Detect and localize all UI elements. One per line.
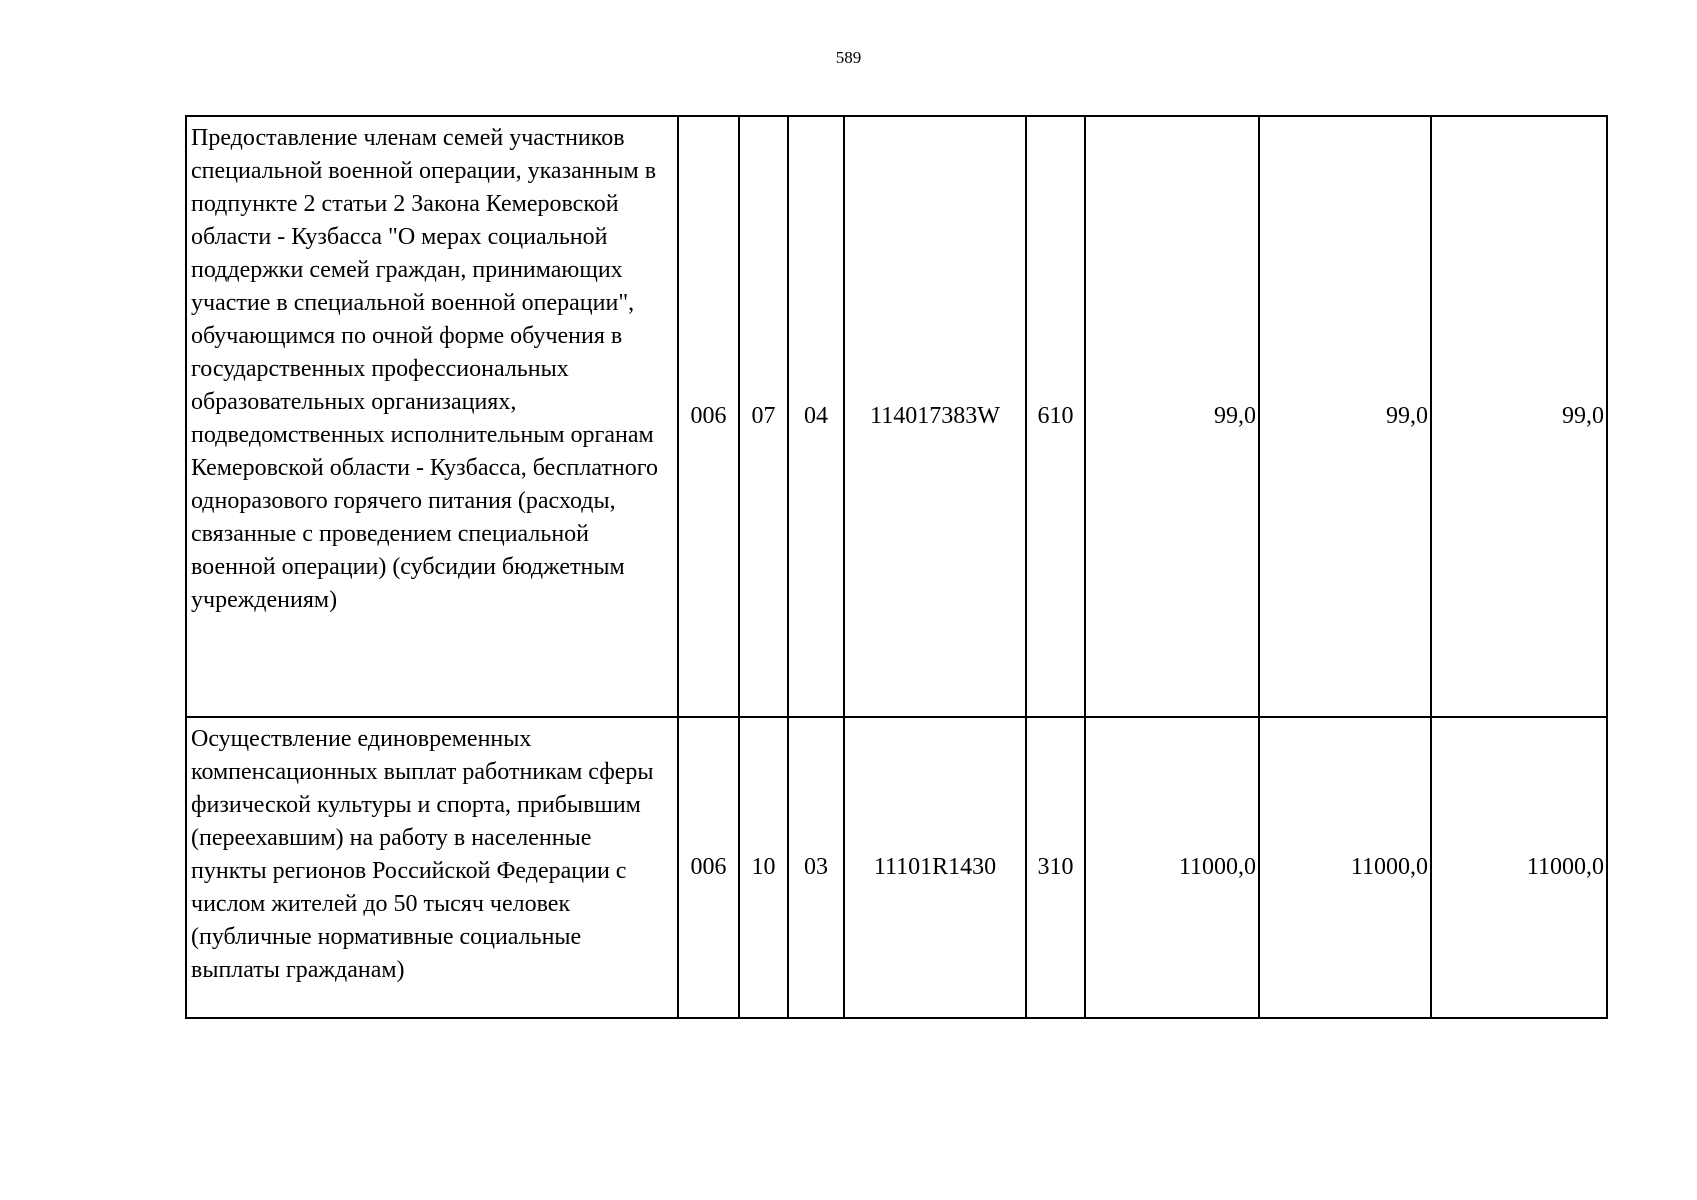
target-article-cell: 114017383W — [844, 116, 1026, 717]
page-number: 589 — [835, 48, 862, 67]
expense-name-cell: Предоставление членам семей участников специальной военной операции, указанным в подпункте 2 статьи 2 Закона Кемеровской области - Кузбасса "О мерах социальной поддержки семей граждан, принимающих участие в специальной военной операции", обучающимся по очной форме обучения в государственных профессиональных образовательных организациях, подведомственных исполнительным органам Кемеровской области - Кузбасса, бесплатного одноразового горячего питания (расходы, связанные с проведением специальной военной операции) (субсидии бюджетным учреждениям) — [186, 116, 678, 717]
expense-type-cell: 310 — [1026, 717, 1085, 1018]
subsection-code-cell: 04 — [788, 116, 844, 717]
table-row — [186, 116, 1607, 717]
amount-year-1-cell: 99,0 — [1085, 116, 1259, 717]
amount-year-3-cell: 11000,0 — [1431, 717, 1607, 1018]
table-row — [186, 717, 1607, 1018]
amount-year-3-cell: 99,0 — [1431, 116, 1607, 717]
budget-table — [185, 115, 1608, 1019]
section-code-cell: 10 — [739, 717, 788, 1018]
ministry-code-cell: 006 — [678, 116, 739, 717]
amount-year-1-cell: 11000,0 — [1085, 717, 1259, 1018]
amount-year-2-cell: 11000,0 — [1259, 717, 1431, 1018]
section-code-cell: 07 — [739, 116, 788, 717]
subsection-code-cell: 03 — [788, 717, 844, 1018]
ministry-code-cell: 006 — [678, 717, 739, 1018]
target-article-cell: 11101R1430 — [844, 717, 1026, 1018]
amount-year-2-cell: 99,0 — [1259, 116, 1431, 717]
expense-name-cell: Осуществление единовременных компенсационных выплат работникам сферы физической культуры и спорта, прибывшим (переехавшим) на работу в населенные пункты регионов Российской Федерации с числом жителей до 50 тысяч человек (публичные нормативные социальные выплаты гражданам) — [186, 717, 678, 1018]
expense-type-cell: 610 — [1026, 116, 1085, 717]
